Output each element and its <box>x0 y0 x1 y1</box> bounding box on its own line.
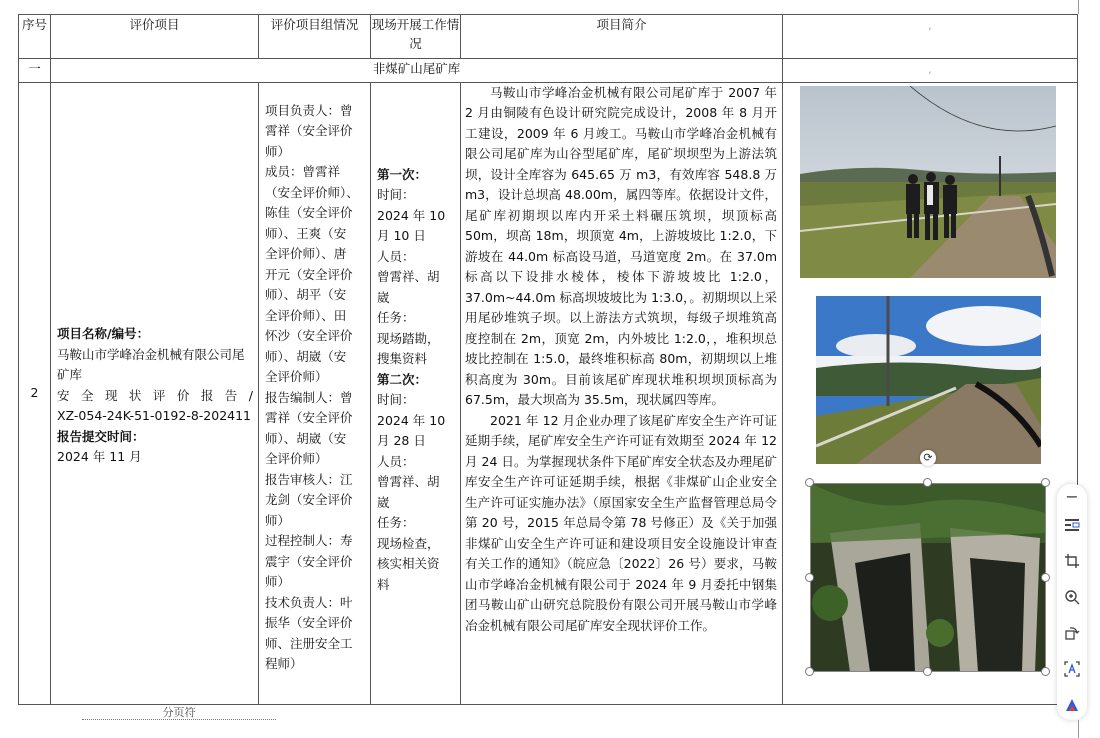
team-member-line: 师）、胡平（安 <box>265 287 347 302</box>
team-member-line: 霄祥（安全评价 <box>265 123 353 138</box>
section-row <box>19 59 1078 83</box>
layout-icon[interactable] <box>1062 515 1082 535</box>
team-member-line: 师、注册安全工 <box>265 635 353 651</box>
team-member-line: 振华（安全评价 <box>265 615 353 630</box>
site-work-line: 核实相关资 <box>377 556 440 571</box>
team-member-line: 霄祥（安全评价 <box>265 410 353 425</box>
team-member-line: 全评价师） <box>265 451 328 466</box>
site-work-line: 时间： <box>377 187 415 202</box>
resize-handle-bl[interactable] <box>805 667 814 676</box>
team-member-line: 全评价师）、田 <box>265 307 347 323</box>
date-label: 报告提交时间： <box>57 428 145 444</box>
site-work-line: 人员： <box>377 248 415 264</box>
project-name: 马鞍山市学峰冶金机械有限公司尾矿库 <box>57 346 245 383</box>
header-row <box>19 15 1078 59</box>
site-work-line: 任务： <box>377 310 415 325</box>
site-work-line: 人员： <box>377 453 415 469</box>
ocr-text-icon[interactable] <box>1062 659 1082 679</box>
page-break-label: 分页符 <box>162 706 196 719</box>
margin-corner-bottom <box>1078 720 1079 738</box>
header-photos: , <box>783 15 1078 59</box>
site-work-line: 月 28 日 <box>377 433 426 448</box>
site-work-line: 曾霄祥、胡 <box>377 474 440 489</box>
site-work-line: 现场检查， <box>377 535 440 551</box>
team-member-line: 全评价师） <box>265 369 328 384</box>
team-member-line: 师） <box>265 574 291 589</box>
header-team: 评价项目组情况 <box>259 15 371 59</box>
minus-icon[interactable]: − <box>1065 486 1079 506</box>
section-title: 非煤矿山尾矿库 <box>51 59 783 83</box>
resize-handle-ml[interactable] <box>805 573 814 582</box>
selection-frame <box>810 483 1046 672</box>
site-work-line: 搜集资料 <box>377 351 428 366</box>
team-member-line: （安全评价师）、 <box>265 184 359 200</box>
rotate-handle-icon[interactable]: ⟳ <box>920 450 936 466</box>
image-toolbar <box>1057 484 1087 720</box>
team-member-line: 师）、胡崴（安 <box>265 348 347 364</box>
project-cell <box>51 82 259 704</box>
site-photo-dam-people[interactable] <box>800 86 1056 278</box>
resize-handle-tr[interactable] <box>1041 478 1050 487</box>
team-member-line: 陈佳（安全评价 <box>265 205 353 220</box>
site-work-line: 曾霄祥、胡 <box>377 269 440 284</box>
site-work-line: 2024 年 10 <box>377 412 446 428</box>
team-member-line: 师）、王爽（安 <box>265 225 347 241</box>
site-work-line: 月 10 日 <box>377 228 426 243</box>
site-work-line: 崴 <box>377 494 390 510</box>
site-work-line: 2024 年 10 <box>377 207 446 223</box>
site-photo-dam-slope[interactable] <box>816 296 1041 464</box>
team-member-line: 师） <box>265 143 291 159</box>
crop-icon[interactable] <box>1062 551 1082 571</box>
team-member-line: 程师） <box>265 656 303 671</box>
intro-cell <box>461 82 783 704</box>
intro-paragraph-1: 马鞍山市学峰冶金机械有限公司尾矿库于 2007 年 2 月由铜陵有色设计研究院完成设计，2008 年 8 月开工建设，2009 年 6 月竣工。马鞍山市学峰冶金机械有限公司尾矿库为山谷型尾矿库，尾矿坝坝型为上游法筑坝，设计全库容为 645.65 万 m3，有效库容 548.8 万 m3，设计总坝高 48.00m，属四等库。依据设计文件，尾矿库初期坝以库内开采土料碾压筑坝，坝顶标高 50m，坝高 18m，坝顶宽 4m，上游坡坡比 1:2.0，下游坡在 44.0m 标高设马道，马道宽度 2m。在 37.0m 标高以下设排水棱体，棱体下游坡坡比 1:2.0，37.0m~44.0m 标高坝坡坡比为 1:3.0，。初期坝以上采用尾砂堆筑子坝。以上游法方式筑坝，每级子坝堆筑高度控制在 2m，顶宽 2m，内外坡比 1:2.0，，堆积坝总坡比控制在 1:5.0，最终堆积标高 80m，初期坝以上堆积高度为 30m。目前该尾矿库现状堆积坝坝顶标高为 67.5m，最大坝高为 35.5m，现状属四等库。 <box>465 84 777 407</box>
row-number: 2 <box>19 82 51 704</box>
report-line: 安全现状评价报告/ <box>57 387 253 403</box>
ai-assistant-icon[interactable] <box>1062 695 1082 715</box>
report-code: XZ-054-24K-51-0192-8-202411 <box>57 408 252 424</box>
site-work-line: 时间： <box>377 392 415 407</box>
site-work-cell <box>371 82 461 704</box>
team-cell <box>259 82 371 704</box>
header-item: 评价项目 <box>51 15 259 59</box>
page-break-marker <box>82 707 276 720</box>
site-work-line: 现场踏勘， <box>377 330 440 346</box>
zoom-in-icon[interactable] <box>1062 587 1082 607</box>
team-member-line: 过程控制人：寿 <box>265 533 353 548</box>
site-work-line: 任务： <box>377 515 415 530</box>
team-member-line: 开元（安全评价 <box>265 266 353 282</box>
team-member-line: 师） <box>265 512 291 528</box>
resize-handle-br[interactable] <box>1041 667 1050 676</box>
header-seq: 序号 <box>19 15 51 59</box>
intro-paragraph-2: 2021 年 12 月企业办理了该尾矿库安全生产许可证延期手续，尾矿库安全生产许可证有效期至 2024 年 12 月 24 日。为掌握现状条件下尾矿库安全状态及办理尾矿库安全生产许可证延期手续，根据《非煤矿山企业安全生产许可证实施办法》（原国家安全生产监督管理总局令第 20 号，2015 年总局令第 78 号修正）及《关于加强非煤矿山安全生产许可证和建设项目安全设施设计审查有关工作的通知》（皖应急〔2022〕26 号）要求，马鞍山市学峰冶金机械有限公司于 2024 年 9 月委托中钢集团马鞍山矿山研究总院股份有限公司开展马鞍山市学峰冶金机械有限公司尾矿库安全现状评价工作。 <box>465 412 777 633</box>
project-name-label: 项目名称/编号： <box>57 326 150 342</box>
resize-handle-tl[interactable] <box>805 478 814 487</box>
header-site: 现场开展工作情况 <box>371 15 461 59</box>
team-member-line: 震宇（安全评价 <box>265 553 353 569</box>
team-member-line: 怀沙（安全评价 <box>265 328 353 343</box>
site-work-line: 崴 <box>377 289 390 305</box>
team-member-line: 成员：曾霄祥 <box>265 164 341 179</box>
site-work-line: 第一次： <box>377 166 428 182</box>
team-member-line: 龙剑（安全评价 <box>265 492 353 507</box>
team-member-line: 项目负责人：曾 <box>265 102 353 118</box>
site-work-line: 料 <box>377 576 390 592</box>
team-member-line: 全评价师）、唐 <box>265 246 347 261</box>
section-number: 一 <box>19 59 51 83</box>
header-intro: 项目简介 <box>461 15 783 59</box>
resize-handle-tm[interactable] <box>923 478 932 487</box>
team-member-line: 师）、胡崴（安 <box>265 430 347 446</box>
resize-handle-bm[interactable] <box>923 667 932 676</box>
resize-handle-mr[interactable] <box>1041 573 1050 582</box>
team-member-line: 报告编制人：曾 <box>265 389 353 405</box>
replace-image-icon[interactable] <box>1062 623 1082 643</box>
margin-corner-right <box>1078 0 1079 14</box>
section-photo-cell: , <box>783 59 1078 83</box>
team-member-line: 技术负责人：叶 <box>265 594 353 610</box>
site-work-line: 第二次： <box>377 371 428 387</box>
team-member-line: 报告审核人：江 <box>265 471 353 487</box>
submit-date: 2024 年 11 月 <box>57 449 142 465</box>
